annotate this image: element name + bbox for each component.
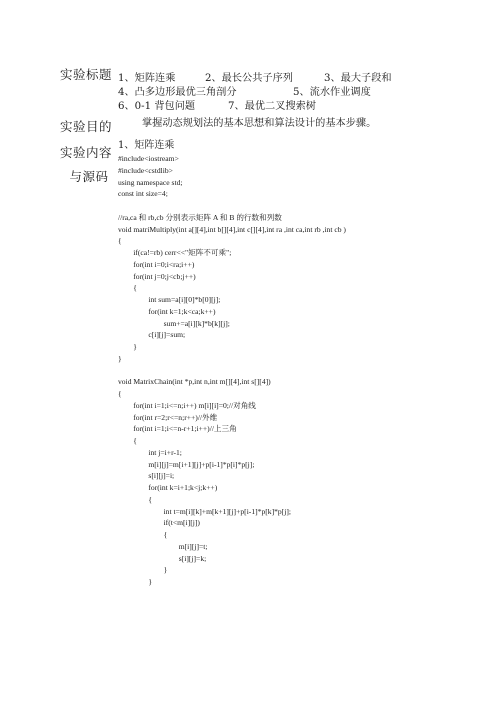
- topic-item: 7、最优二叉搜索树: [228, 101, 316, 112]
- code-line: [118, 365, 346, 377]
- code-line: [118, 200, 346, 212]
- code-line: {: [118, 494, 153, 504]
- code-line: s[i][j]=k;: [118, 553, 207, 563]
- code-line: for(int i=0;i<ra;i++): [118, 259, 195, 269]
- code-line: for(int k=1;k<ca;k++): [118, 306, 216, 316]
- code-line: for(int i=1;i<=n;i++) m[i][i]=0;//对角线: [118, 400, 256, 410]
- topic-item: 6、0-1 背包问题: [118, 101, 196, 112]
- code-line: s[i][j]=i;: [118, 471, 175, 481]
- code-line: void matriMultiply(int a[][4],int b[][4],int c[][4],int ra ,int ca,int rb ,int cb ): [118, 224, 346, 234]
- code-line: m[i][j]=m[i+1][j]+p[i-1]*p[i]*p[j];: [118, 459, 255, 469]
- topic-item: 3、最大子段和: [324, 73, 392, 84]
- code-line: sum+=a[i][k]*b[k][j];: [118, 318, 230, 328]
- code-line: }: [118, 565, 168, 575]
- code-line: {: [118, 530, 168, 539]
- topic-row: [118, 72, 392, 86]
- topic-item: 2、最长公共子序列: [205, 73, 293, 84]
- code-line: c[i][j]=sum;: [118, 330, 186, 340]
- code-line: }: [118, 342, 137, 351]
- code-line: //ra,ca 和 rb,cb 分别表示矩阵 A 和 B 的行数和列数: [118, 212, 282, 222]
- code-line: if(t<m[i][j]): [118, 518, 200, 528]
- code-line: void MatrixChain(int *p,int n,int m[][4],int s[][4]): [118, 377, 271, 387]
- code-line: m[i][j]=t;: [118, 541, 208, 551]
- code-line: }: [118, 577, 153, 586]
- code-line: #include<iostream>: [118, 154, 179, 163]
- code-line: {: [118, 236, 122, 246]
- code-line: for(int r=2;r<=n;r++)//外维: [118, 412, 218, 422]
- code-line: int t=m[i][k]+m[k+1][j]+p[i-1]*p[k]*p[j];: [118, 506, 291, 516]
- code-line: {: [118, 436, 137, 445]
- label-content: 实验内容: [60, 145, 113, 160]
- label-title: 实验标题: [60, 67, 113, 82]
- topic-row: [118, 100, 392, 114]
- topic-item: 1、矩阵连乘: [118, 73, 176, 84]
- topic-item: 5、流水作业调度: [293, 87, 371, 98]
- label-purpose: 实验目的: [60, 119, 113, 134]
- code-line: using namespace std;: [118, 177, 183, 187]
- purpose-text: 掌握动态规划法的基本思想和算法设计的基本步骤。: [142, 118, 377, 129]
- code-line: }: [118, 353, 122, 363]
- section-heading: 1、矩阵连乘: [118, 140, 175, 151]
- topic-list: [118, 72, 392, 114]
- code-line: if(ca!=rb) cerr<<"矩阵不可乘";: [118, 248, 232, 257]
- code-line: int sum=a[i][0]*b[0][j];: [118, 295, 221, 304]
- code-line: int j=i+r-1;: [118, 447, 182, 457]
- code-line: for(int i=1;i<=n-r+1;i++)//上三角: [118, 424, 237, 434]
- code-line: {: [118, 283, 137, 293]
- code-line: {: [118, 389, 122, 398]
- label-source: 与源码: [69, 169, 109, 184]
- code-line: #include<cstdlib>: [118, 165, 173, 175]
- code-line: for(int j=0;j<cb;j++): [118, 271, 196, 281]
- code-line: const int size=4;: [118, 189, 168, 199]
- topic-row: [118, 86, 392, 100]
- code-line: for(int k=i+1;k<j;k++): [118, 483, 218, 492]
- topic-item: 4、凸多边形最优三角剖分: [118, 87, 237, 98]
- source-code: [118, 153, 346, 588]
